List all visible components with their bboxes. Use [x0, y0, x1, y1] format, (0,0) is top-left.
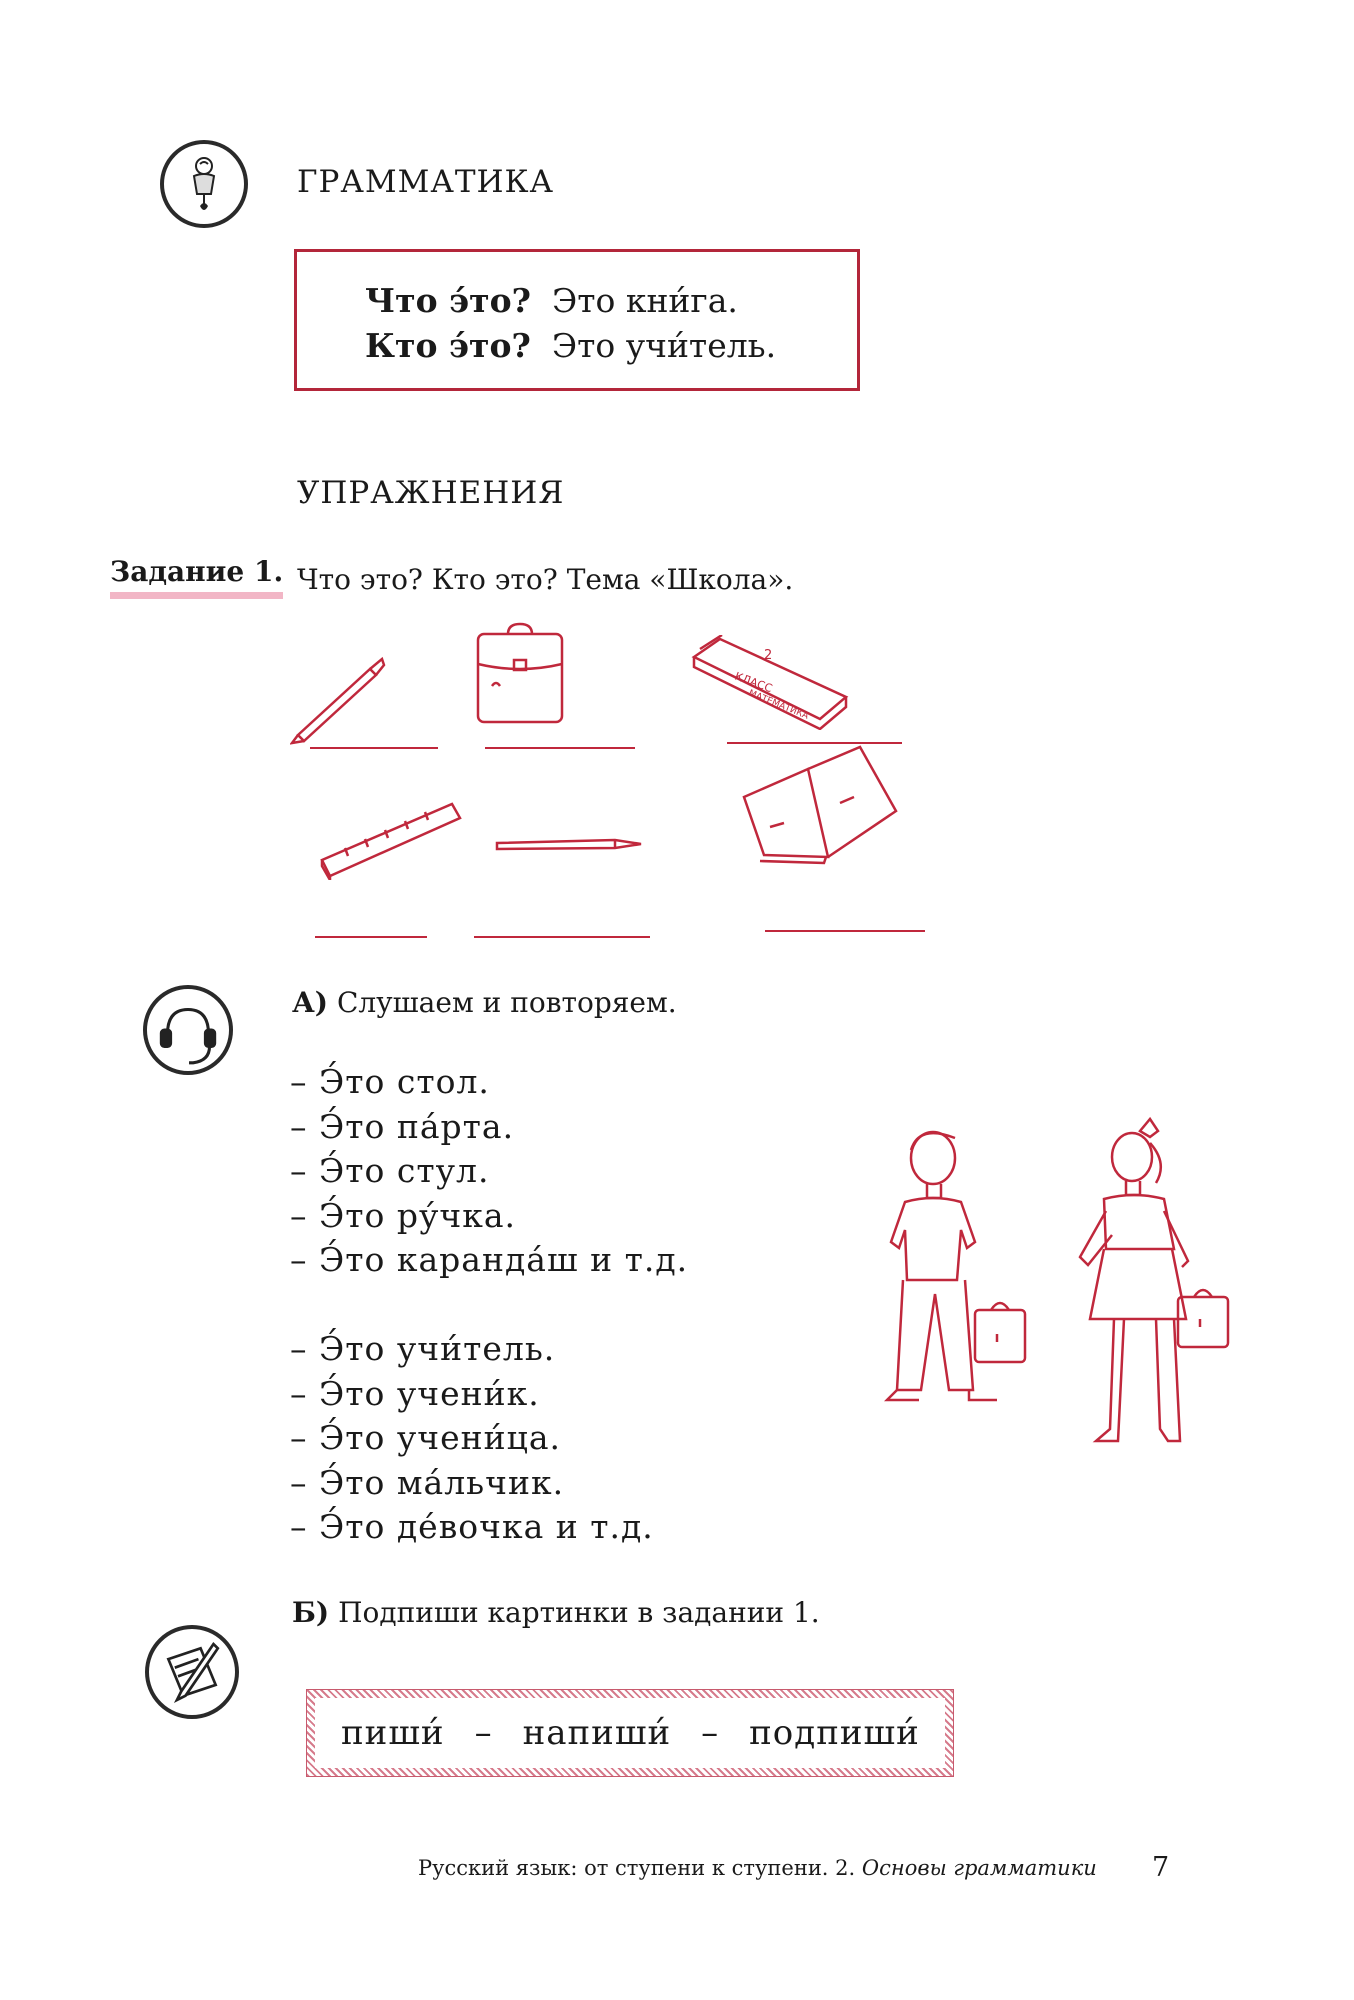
dash-separator: –	[474, 1713, 493, 1753]
headphones-icon	[143, 985, 233, 1075]
phrase-item: – Э́то каранда́ш и т.д.	[290, 1240, 689, 1279]
phrase-item: – Э́то де́вочка и т.д.	[290, 1507, 654, 1546]
verb-forms-box	[307, 1690, 953, 1776]
answer-blank-5[interactable]	[474, 936, 650, 938]
verb-write-perfective: напиши́	[522, 1713, 672, 1753]
phrase-list-objects	[290, 1060, 688, 1283]
footer-subtitle: Основы грамматики	[861, 1856, 1097, 1880]
phrase-list-people	[290, 1327, 654, 1550]
grammar-question-who: Кто э́то?	[365, 326, 531, 365]
part-a-text: Слушаем и повторяем.	[336, 986, 677, 1019]
answer-blank-4[interactable]	[315, 936, 427, 938]
ruler-drawing	[318, 800, 462, 880]
grammar-question-what: Что э́то?	[365, 281, 531, 320]
phrase-item: – Э́то ру́чка.	[290, 1195, 517, 1235]
task-1-text: Что это? Кто это? Тема «Школа».	[297, 563, 794, 596]
dash-separator: –	[701, 1713, 720, 1753]
part-b-heading	[292, 1596, 820, 1629]
grammar-answer-teacher: Это учи́тель.	[551, 326, 777, 365]
task-1-label: Задание 1.	[110, 555, 283, 599]
phrase-item: – Э́то па́рта.	[290, 1106, 515, 1146]
part-a-marker: А)	[292, 986, 329, 1019]
phrase-item: – Э́то учени́ца.	[290, 1418, 561, 1457]
phrase-item: – Э́то стул.	[290, 1151, 490, 1190]
boy-drawing	[875, 1120, 1035, 1470]
textbook-subject: МАТЕМАТИКА	[746, 688, 810, 722]
grammar-answer-book: Это кни́га.	[551, 281, 738, 320]
part-b-text: Подпиши картинки в задании 1.	[338, 1596, 820, 1629]
grammar-teacher-icon	[160, 140, 248, 228]
math-textbook-drawing	[690, 635, 850, 730]
answer-blank-2[interactable]	[485, 747, 635, 749]
phrase-item: – Э́то ма́льчик.	[290, 1462, 565, 1502]
pencil-drawing	[495, 835, 645, 855]
verb-sign: подпиши́	[749, 1713, 920, 1753]
open-notebook-drawing	[740, 745, 900, 865]
answer-blank-3[interactable]	[727, 742, 902, 744]
textbook-class-num: 2	[764, 648, 773, 663]
phrase-item: – Э́то учи́тель.	[290, 1329, 556, 1368]
grammar-line-1	[365, 278, 857, 323]
writing-pencil-icon	[145, 1625, 239, 1719]
girl-drawing	[1070, 1115, 1240, 1470]
answer-blank-1[interactable]	[310, 747, 438, 749]
footer-title: Русский язык: от ступени к ступени. 2.	[418, 1856, 856, 1880]
pen-drawing	[290, 655, 390, 745]
phrase-item: – Э́то учени́к.	[290, 1373, 540, 1413]
answer-blank-6[interactable]	[765, 930, 925, 932]
page-number: 7	[1152, 1852, 1170, 1883]
grammar-line-2	[365, 323, 857, 368]
exercises-title: УПРАЖНЕНИЯ	[297, 475, 565, 511]
grammar-rule-box	[294, 249, 860, 391]
briefcase-drawing	[470, 620, 570, 730]
phrase-item: – Э́то стол.	[290, 1062, 490, 1101]
textbook-class-word: КЛАСС	[732, 669, 775, 696]
part-b-marker: Б)	[292, 1596, 330, 1629]
grammar-title: ГРАММАТИКА	[297, 164, 555, 200]
part-a-heading	[292, 986, 677, 1019]
footer-book-title	[418, 1856, 1097, 1880]
verb-write: пиши́	[341, 1713, 445, 1753]
